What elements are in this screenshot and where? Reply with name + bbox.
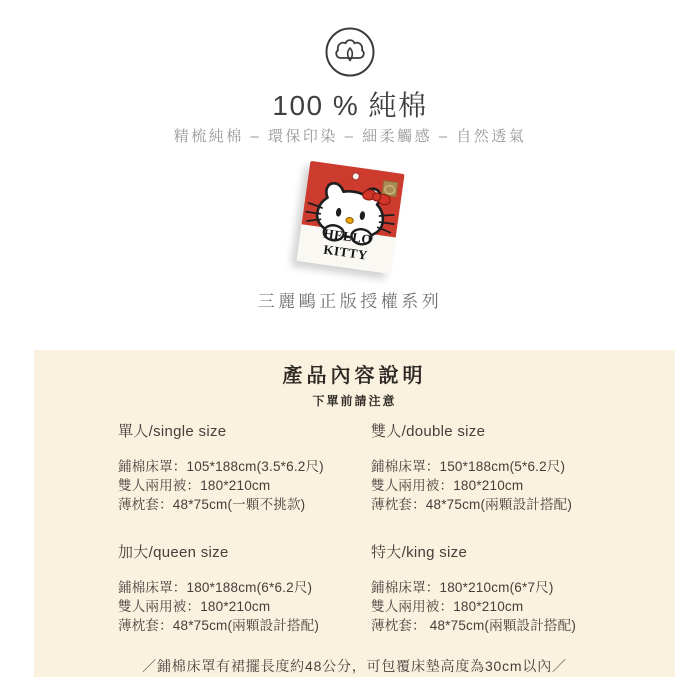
page-subtitle: 精梳純棉 – 環保印染 – 細柔觸感 – 自然透氣 xyxy=(173,128,527,145)
size-heading: 雙人/double size xyxy=(371,423,486,440)
size-section-king xyxy=(371,543,675,635)
size-heading: 特大/king size xyxy=(371,544,468,561)
content-box-subtitle: 下單前請注意 xyxy=(312,394,397,408)
spec-line: 鋪棉床罩：180*210cm(6*7尺) xyxy=(371,580,554,595)
tag-brand-text: HELLO KITTY xyxy=(322,225,374,263)
size-heading: 加大/queen size xyxy=(118,544,229,561)
size-grid xyxy=(118,422,675,635)
content-box-footnote: ／鋪棉床罩有裙擺長度約48公分，可包覆床墊高度為30cm以內／ xyxy=(142,658,567,674)
product-content-box xyxy=(34,350,675,677)
spec-line: 雙人兩用被：180*210cm xyxy=(371,478,524,493)
spec-line: 薄枕套： 48*75cm(兩顆設計搭配) xyxy=(371,618,577,633)
spec-line: 鋪棉床罩：105*188cm(3.5*6.2尺) xyxy=(118,459,324,474)
hello-kitty-tag xyxy=(296,161,404,274)
size-heading: 單人/single size xyxy=(118,423,227,440)
spec-line: 雙人兩用被：180*210cm xyxy=(118,478,271,493)
page-title: 100 % 純棉 xyxy=(272,90,428,121)
spec-line: 雙人兩用被：180*210cm xyxy=(371,599,524,614)
spec-line: 雙人兩用被：180*210cm xyxy=(118,599,271,614)
size-section-single xyxy=(118,422,371,514)
size-section-queen xyxy=(118,543,371,635)
size-section-double xyxy=(371,422,675,514)
spec-line: 鋪棉床罩：180*188cm(6*6.2尺) xyxy=(118,580,313,595)
spec-line: 薄枕套：48*75cm(一顆不挑款) xyxy=(118,497,306,512)
spec-line: 鋪棉床罩：150*188cm(5*6.2尺) xyxy=(371,459,566,474)
spec-line: 薄枕套：48*75cm(兩顆設計搭配) xyxy=(371,497,573,512)
content-box-title: 產品內容說明 xyxy=(282,365,427,387)
cotton-icon xyxy=(324,26,376,78)
spec-line: 薄枕套：48*75cm(兩顆設計搭配) xyxy=(118,618,320,633)
license-series-label: 三麗鷗正版授權系列 xyxy=(257,292,443,311)
